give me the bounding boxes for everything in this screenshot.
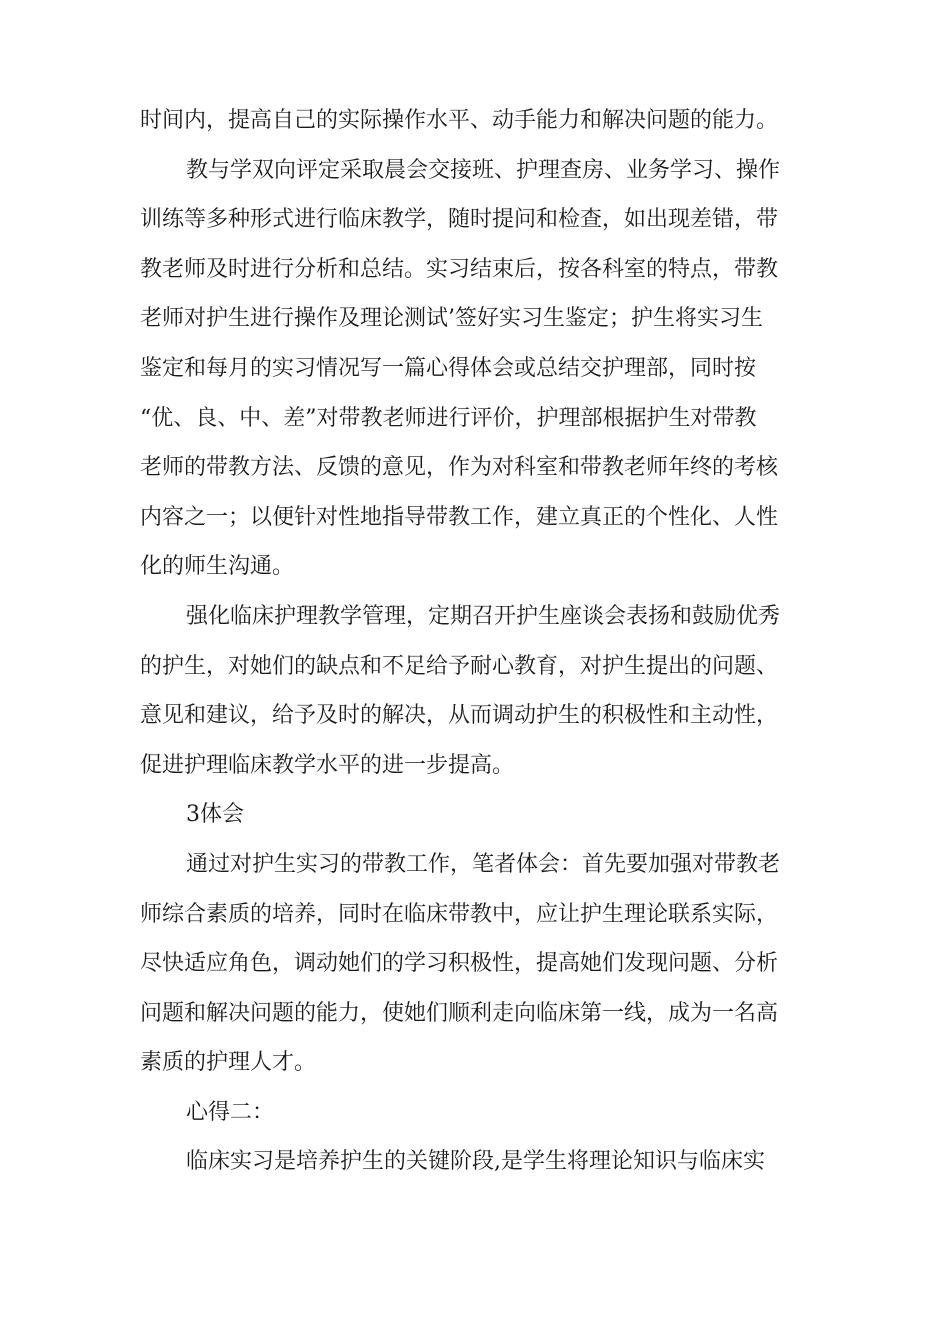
text-line: 的护生，对她们的缺点和不足给予耐心教育，对护生提出的问题、 xyxy=(140,653,779,679)
text-line: 训练等多种形式进行临床教学，随时提问和检查，如出现差错，带 xyxy=(140,207,779,233)
text-line: 鉴定和每月的实习情况写一篇心得体会或总结交护理部，同时按 xyxy=(140,355,757,381)
text-line: 素质的护理人才。 xyxy=(140,1050,317,1076)
text-line: 强化临床护理教学管理，定期召开护生座谈会表扬和鼓励优秀 xyxy=(186,603,781,629)
document-body xyxy=(140,96,830,1187)
text-line: 老师对护生进行操作及理论测试’签好实习生鉴定；护生将实习生 xyxy=(140,306,763,332)
text-line: 问题和解决问题的能力，使她们顺利走向临床第一线，成为一名高 xyxy=(140,1000,779,1026)
text-line: “优、良、中、差”对带教老师进行评价，护理部根据护生对带教 xyxy=(140,405,757,431)
text-line: 3体会 xyxy=(186,802,244,828)
text-line: 通过对护生实习的带教工作，笔者体会：首先要加强对带教老 xyxy=(186,851,781,877)
text-line: 尽快适应角色，调动她们的学习积极性，提高她们发现问题、分析 xyxy=(140,951,779,977)
text-line: 化的师生沟通。 xyxy=(140,554,295,580)
text-line: 教与学双向评定采取晨会交接班、护理查房、业务学习、操作 xyxy=(186,157,781,183)
paragraph xyxy=(140,592,830,790)
section-heading xyxy=(140,1088,830,1138)
paragraph xyxy=(140,1137,830,1187)
paragraph xyxy=(140,146,830,592)
text-line: 时间内，提高自己的实际操作水平、动手能力和解决问题的能力。 xyxy=(140,108,779,133)
text-line: 师综合素质的培养，同时在临床带教中，应让护生理论联系实际， xyxy=(140,901,779,927)
section-heading xyxy=(140,790,830,840)
text-line: 内容之一；以便针对性地指导带教工作，建立真正的个性化、人性 xyxy=(140,504,779,530)
text-line: 意见和建议，给予及时的解决，从而调动护生的积极性和主动性， xyxy=(140,703,779,729)
paragraph xyxy=(140,96,830,146)
text-line: 临床实习是培养护生的关键阶段,是学生将理论知识与临床实 xyxy=(186,1149,765,1175)
text-line: 促进护理临床教学水平的进一步提高。 xyxy=(140,752,515,778)
text-line: 老师的带教方法、反馈的意见，作为对科室和带教老师年终的考核 xyxy=(140,455,779,481)
paragraph xyxy=(140,840,830,1088)
text-line: 心得二： xyxy=(186,1099,275,1125)
text-line: 教老师及时进行分析和总结。实习结束后，按各科室的特点，带教 xyxy=(140,256,779,282)
